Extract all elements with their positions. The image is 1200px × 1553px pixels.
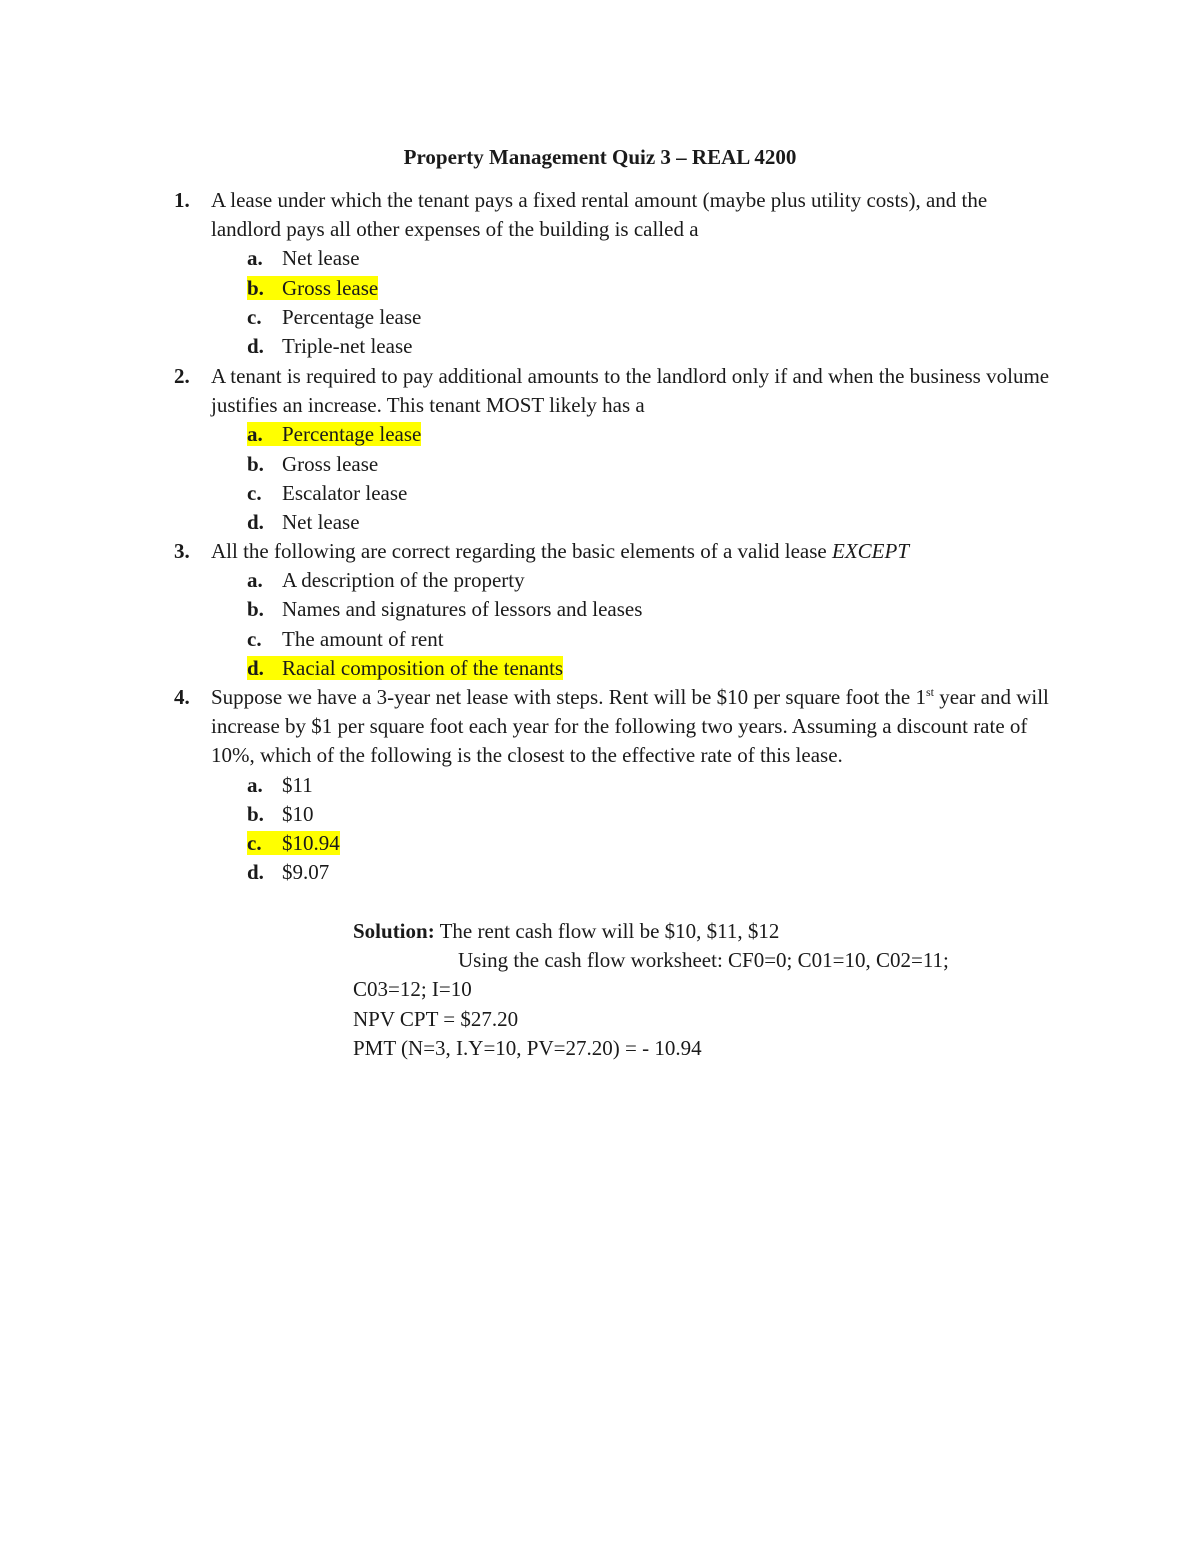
option-text: Names and signatures of lessors and leases: [282, 597, 643, 622]
question-number: 2.: [174, 364, 190, 388]
option-list: [247, 566, 1074, 683]
option-letter: c.: [247, 626, 262, 651]
solution-line-4: NPV CPT = $27.20: [353, 1006, 519, 1031]
option-d-correct: [247, 654, 1074, 683]
option-letter: d.: [247, 333, 264, 358]
option-c-correct: [247, 829, 1074, 858]
option-list: [247, 244, 1074, 361]
option-a: [247, 771, 1074, 800]
option-letter: a.: [247, 246, 263, 271]
option-text: $11: [282, 772, 313, 797]
solution-line-2: Using the cash flow worksheet: CF0=0; C01=10, C02=11;: [458, 948, 949, 973]
option-list: [247, 771, 1074, 888]
solution-line-1: [353, 917, 1033, 946]
question-1: [174, 186, 1074, 361]
page-title: Property Management Quiz 3 – REAL 4200: [403, 145, 797, 169]
option-text: Net lease: [282, 509, 360, 534]
option-b-correct: [247, 274, 1074, 303]
option-letter: a.: [247, 422, 263, 447]
option-d: [247, 332, 1074, 361]
question-text: A lease under which the tenant pays a fixed rental amount (maybe plus utility costs), and the landlord pays all other expenses of the building is called a: [211, 188, 988, 242]
option-letter: b.: [247, 451, 264, 476]
option-text: Net lease: [282, 246, 360, 271]
option-list: [247, 420, 1074, 537]
option-letter: d.: [247, 655, 264, 680]
option-text: $10: [282, 801, 314, 826]
question-number: 3.: [174, 539, 190, 563]
question-text: [211, 537, 1061, 566]
question-text: A tenant is required to pay additional amounts to the landlord only if and when the business volume justifies an increase. This tenant MOST likely has a: [211, 364, 1050, 418]
option-c: [247, 625, 1074, 654]
option-text: Racial composition of the tenants: [282, 655, 564, 680]
option-a-correct: [247, 420, 1074, 449]
option-d: [247, 508, 1074, 537]
question-text-emphasis: EXCEPT: [832, 539, 909, 563]
question-text-main: All the following are correct regarding the basic elements of a valid lease: [211, 539, 827, 563]
option-text: Percentage lease: [282, 422, 422, 447]
question-text: [211, 683, 1061, 771]
option-text: Escalator lease: [282, 480, 408, 505]
option-b: [247, 595, 1074, 624]
option-d: [247, 858, 1074, 887]
question-number: 4.: [174, 685, 190, 709]
option-letter: a.: [247, 568, 263, 593]
option-letter: d.: [247, 860, 264, 885]
option-letter: b.: [247, 597, 264, 622]
option-c: [247, 303, 1074, 332]
question-3: [174, 537, 1074, 683]
solution-line-3: C03=12; I=10: [353, 977, 472, 1002]
option-text: Gross lease: [282, 451, 379, 476]
question-text-part2: year and will increase by $1 per square foot each year for the following two years. Assuming a discount rate of 10%, which of the following is the closest to the effective rate of this lease.: [211, 685, 1049, 768]
option-letter: b.: [247, 275, 264, 300]
option-letter: c.: [247, 480, 262, 505]
question-text-part1: Suppose we have a 3-year net lease with steps. Rent will be $10 per square foot the 1: [211, 685, 926, 709]
option-letter: b.: [247, 801, 264, 826]
question-4: [174, 683, 1074, 887]
solution-label: Solution:: [353, 919, 435, 943]
option-letter: d.: [247, 509, 264, 534]
option-text: Triple-net lease: [282, 333, 413, 358]
option-letter: c.: [247, 830, 262, 855]
option-b: [247, 450, 1074, 479]
question-number: 1.: [174, 188, 190, 212]
option-a: [247, 244, 1074, 273]
solution-text: The rent cash flow will be $10, $11, $12: [434, 919, 780, 943]
option-c: [247, 479, 1074, 508]
option-text: The amount of rent: [282, 626, 444, 651]
solution-line-5: PMT (N=3, I.Y=10, PV=27.20) = - 10.94: [353, 1035, 702, 1060]
option-b: [247, 800, 1074, 829]
option-text: $9.07: [282, 860, 330, 885]
question-2: [174, 362, 1074, 537]
option-text: $10.94: [282, 830, 340, 855]
solution-block: [353, 917, 1033, 1063]
option-text: Gross lease: [282, 275, 379, 300]
option-letter: c.: [247, 304, 262, 329]
option-text: A description of the property: [282, 568, 525, 593]
ordinal-superscript: st: [925, 685, 934, 699]
option-a: [247, 566, 1074, 595]
option-text: Percentage lease: [282, 304, 422, 329]
option-letter: a.: [247, 772, 263, 797]
